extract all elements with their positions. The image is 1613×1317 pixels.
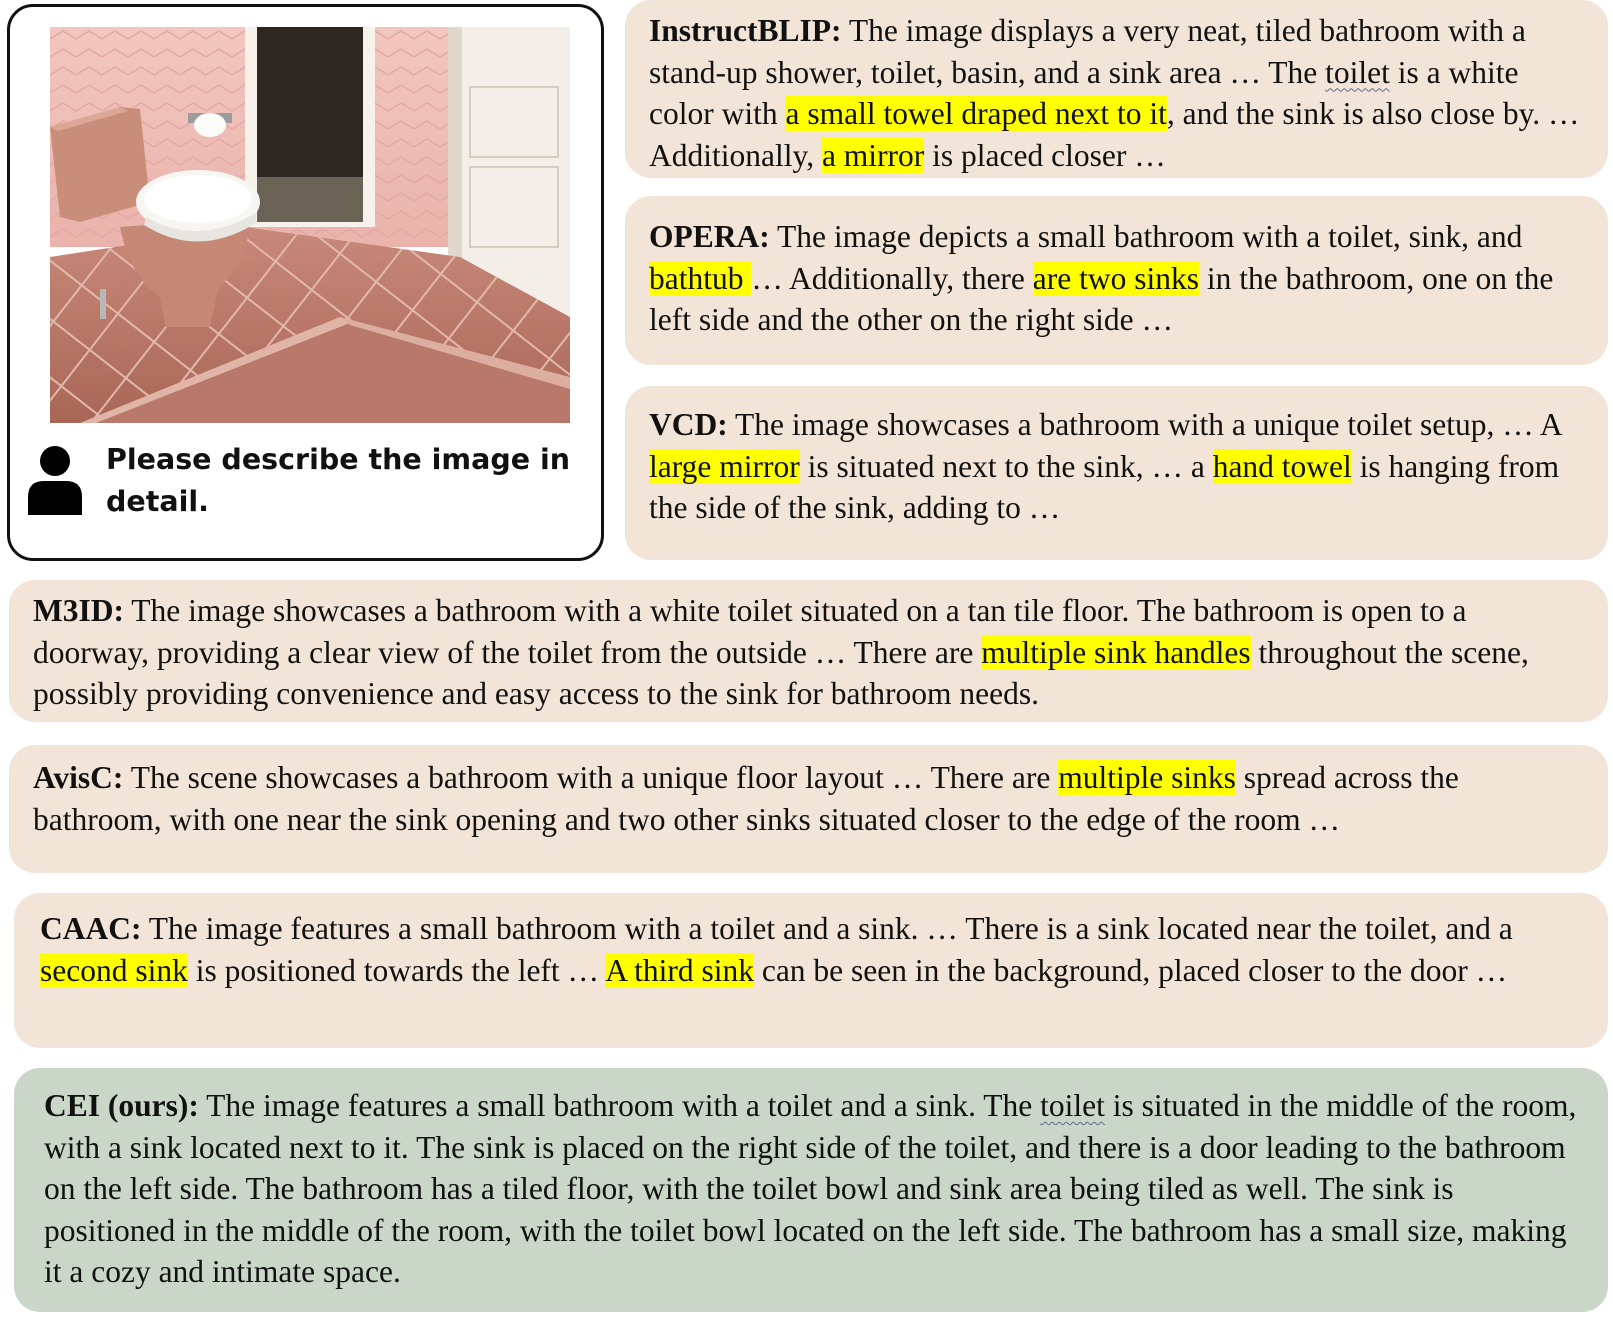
hallucination-highlight: a small towel draped next to it — [785, 96, 1167, 131]
text-segment: … Additionally, there — [751, 260, 1033, 296]
hallucination-highlight: second sink — [40, 952, 188, 988]
hallucination-highlight: hand towel — [1212, 448, 1352, 484]
text-segment: The scene showcases a bathroom with a unique floor layout … There are — [123, 760, 1059, 795]
response-text — [33, 593, 1529, 711]
text-segment: is a white color with — [649, 54, 1519, 131]
text-segment: throughout the scene, possibly providing convenience and easy access to the sink for bathroom needs. — [33, 634, 1529, 711]
text-segment: , and the sink is also close by. … Additionally, — [649, 96, 1580, 173]
response-opera — [625, 196, 1608, 365]
text-segment: spread across the bathroom, with one near the sink opening and two other sinks situated closer to the edge of the room … — [33, 760, 1459, 837]
text-segment: The image showcases a bathroom with a unique toilet setup, … A — [727, 407, 1561, 442]
hallucination-highlight: large mirror — [649, 448, 800, 484]
response-text — [649, 407, 1561, 525]
spellcheck-underline: toilet — [1040, 1088, 1105, 1123]
text-segment: The image displays a very neat, tiled bathroom with a stand-up shower, toilet, basin, and a sink area … The — [649, 13, 1526, 90]
response-text — [44, 1088, 1576, 1289]
hallucination-highlight: multiple sinks — [1058, 760, 1236, 795]
text-segment: The image showcases a bathroom with a white toilet situated on a tan tile floor. The bathroom is open to a doorway, providing a clear view of the toilet from the outside … There are — [33, 593, 1467, 670]
model-label: CEI (ours): — [44, 1088, 199, 1123]
response-text — [649, 219, 1553, 337]
person-icon — [26, 445, 84, 515]
model-label: VCD: — [649, 407, 728, 442]
response-text — [33, 760, 1459, 837]
user-prompt: Please describe the image in detail. — [106, 443, 571, 518]
hallucination-highlight: multiple sink handles — [981, 634, 1251, 670]
image-prompt-card — [7, 4, 604, 561]
text-segment: is positioned towards the left … — [187, 952, 606, 988]
text-segment: is situated in the middle of the room, with a sink located next to it. The sink is placed on the right side of the toilet, and there is a door leading to the bathroom on the left side. The bathroom has a tiled floor, with the toilet bowl and sink area being tiled as well. The sink is positioned in the middle of the room, with the toilet bowl located on the left side. The bathroom has a small size, making it a cozy and intimate space. — [44, 1088, 1577, 1289]
text-segment: The image features a small bathroom with a toilet and a sink. … There is a sink located near the toilet, and a — [141, 911, 1513, 946]
spellcheck-underline: toilet — [1325, 54, 1390, 90]
text-segment: can be seen in the background, placed closer to the door … — [753, 952, 1508, 988]
bathroom-photo — [50, 27, 570, 423]
model-label: InstructBLIP: — [649, 13, 842, 48]
response-avisc — [9, 745, 1608, 873]
response-instructblip — [625, 0, 1608, 178]
text-segment: The image features a small bathroom with a toilet and a sink. The — [198, 1088, 1041, 1123]
hallucination-highlight: bathtub — [649, 260, 752, 296]
hallucination-highlight: are two sinks — [1032, 260, 1200, 296]
hallucination-highlight: A third sink — [605, 952, 754, 988]
response-m3id — [9, 580, 1608, 722]
text-segment: is situated next to the sink, … a — [799, 448, 1213, 484]
text-segment: is placed closer … — [924, 137, 1166, 173]
response-caac — [14, 893, 1608, 1048]
response-cei-ours — [14, 1068, 1608, 1312]
model-label: AvisC: — [33, 760, 124, 795]
response-text — [40, 911, 1513, 988]
response-vcd — [625, 386, 1608, 560]
model-label: OPERA: — [649, 219, 770, 254]
text-segment: The image depicts a small bathroom with a toilet, sink, and — [769, 219, 1523, 254]
model-label: M3ID: — [33, 593, 124, 628]
text-segment: is hanging from the side of the sink, adding to … — [649, 448, 1560, 525]
hallucination-highlight: a mirror — [821, 137, 925, 173]
text-segment: in the bathroom, one on the left side and the other on the right side … — [649, 260, 1554, 337]
model-label: CAAC: — [40, 911, 142, 946]
